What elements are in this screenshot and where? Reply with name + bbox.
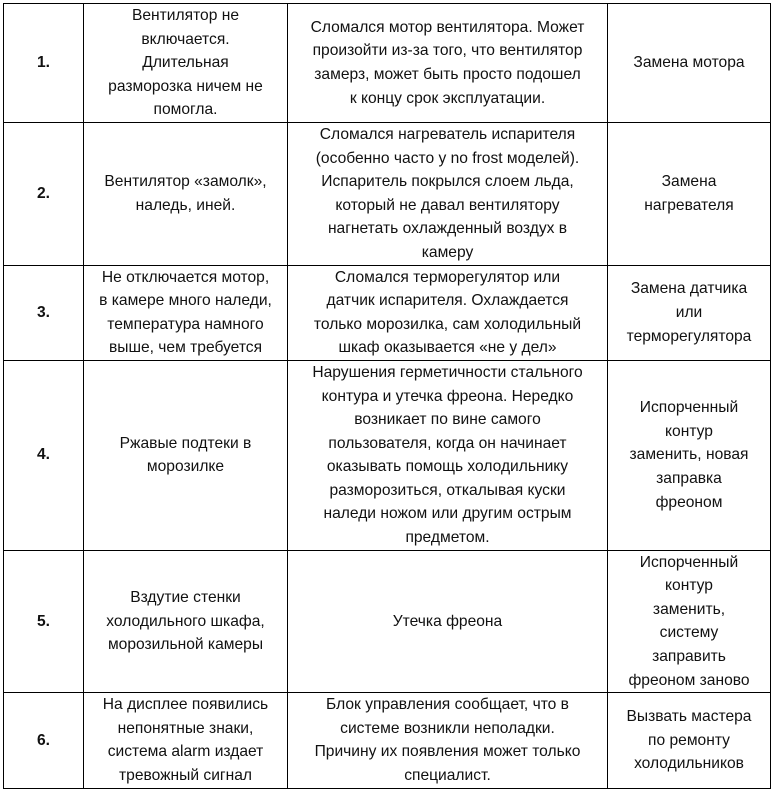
solution-cell: [608, 122, 771, 265]
cause-cell-line: Причину их появления может только: [314, 743, 581, 761]
fault-table-body: [4, 4, 771, 789]
row-number: 4.: [4, 360, 84, 550]
cause-cell-line: только морозилка, сам холодильный: [313, 315, 582, 333]
cause-cell-line: Сломался нагреватель испарителя: [319, 125, 576, 143]
fault-table: [3, 3, 771, 789]
solution-cell-line: терморегулятора: [626, 327, 752, 345]
solution-cell-line: холодильников: [634, 755, 744, 773]
symptom-cell-line: Не отключается мотор,: [101, 268, 270, 286]
symptom-cell-line: Ржавые подтеки в: [119, 434, 252, 452]
cause-cell-line: Сломался мотор вентилятора. Может: [310, 18, 585, 36]
symptom-cell: [84, 4, 288, 123]
symptom-cell: [84, 122, 288, 265]
row-number: 2.: [4, 122, 84, 265]
symptom-cell-line: На дисплее появились: [102, 696, 269, 714]
solution-cell-line: Вызвать мастера: [626, 708, 752, 726]
cause-cell-line: специалист.: [404, 767, 491, 784]
cause-cell: [288, 122, 608, 265]
solution-cell: [608, 360, 771, 550]
symptom-cell-line: наледь, иней.: [135, 196, 236, 214]
row-number: 1.: [4, 4, 84, 123]
cause-cell: [288, 550, 608, 693]
symptom-cell-line: Длительная: [142, 54, 229, 72]
symptom-cell-line: помогла.: [153, 101, 218, 119]
cause-cell-line: предметом.: [405, 529, 490, 547]
cause-cell: [288, 4, 608, 123]
symptom-cell-line: тревожный сигнал: [119, 767, 252, 784]
solution-cell-line: фреоном заново: [628, 671, 750, 689]
cause-cell-line: произойти из-за того, что вентилятор: [312, 42, 583, 60]
solution-cell-line: Замена мотора: [633, 54, 745, 72]
symptom-cell: [84, 693, 288, 788]
solution-cell-line: систему: [659, 624, 719, 642]
cause-cell-line: который не давал вентилятору: [335, 196, 560, 214]
solution-cell-line: заправить: [652, 648, 726, 666]
solution-cell-line: фреоном: [655, 493, 723, 511]
solution-cell: [608, 265, 771, 360]
cause-cell: [288, 693, 608, 788]
symptom-cell: [84, 360, 288, 550]
cause-cell-line: Блок управления сообщает, что в: [326, 696, 569, 714]
symptom-cell-line: Вентилятор «замолк»,: [104, 173, 267, 191]
cause-cell-line: системе возникли неполадки.: [340, 719, 555, 737]
symptom-cell: [84, 550, 288, 693]
cause-cell-line: разморозиться, откалывая куски: [329, 481, 566, 499]
row-number: 6.: [4, 693, 84, 788]
cause-cell-line: к концу срок эксплуатации.: [349, 89, 546, 107]
cause-cell-line: пользователя, когда он начинает: [328, 434, 567, 452]
cause-cell-line: наледи ножом или другим острым: [323, 505, 572, 523]
solution-cell-line: Испорченный: [639, 399, 739, 417]
symptom-cell-line: морозилке: [146, 458, 225, 476]
symptom-cell-line: непонятные знаки,: [117, 719, 254, 737]
cause-cell-line: замерз, может быть просто подошел: [314, 65, 581, 83]
solution-cell-line: Испорченный: [639, 553, 739, 571]
cause-cell-line: камеру: [421, 243, 474, 261]
cause-cell-line: возникает по вине самого: [354, 411, 541, 429]
table-row: [4, 550, 771, 693]
symptom-cell-line: морозильной камеры: [107, 636, 264, 654]
cause-cell-line: Сломался терморегулятор или: [334, 268, 561, 286]
row-number: 3.: [4, 265, 84, 360]
symptom-cell-line: Вздутие стенки: [130, 589, 241, 607]
solution-cell-line: Замена: [661, 173, 717, 191]
table-row: [4, 122, 771, 265]
solution-cell-line: контур: [665, 422, 713, 440]
symptom-cell-line: температура намного: [107, 315, 264, 333]
solution-cell-line: по ремонту: [648, 731, 730, 749]
table-row: [4, 693, 771, 788]
symptom-cell: [84, 265, 288, 360]
row-number: 5.: [4, 550, 84, 693]
cause-cell-line: контура и утечка фреона. Нередко: [321, 387, 574, 405]
solution-cell-line: или: [675, 303, 703, 321]
cause-cell-line: Испаритель покрылся слоем льда,: [321, 173, 574, 191]
cause-cell-line: шкаф оказывается «не у дел»: [338, 339, 557, 357]
solution-cell: [608, 4, 771, 123]
solution-cell-line: заправка: [656, 470, 722, 488]
solution-cell-line: нагревателя: [644, 196, 734, 214]
table-row: [4, 265, 771, 360]
symptom-cell-line: разморозка ничем не: [108, 77, 263, 95]
solution-cell-line: заменить, новая: [629, 446, 749, 464]
table-row: [4, 360, 771, 550]
table-row: [4, 4, 771, 123]
cause-cell: [288, 360, 608, 550]
symptom-cell-line: холодильного шкафа,: [106, 612, 265, 630]
cause-cell-line: нагнетать охлажденный воздух в: [327, 220, 568, 238]
cause-cell-line: Утечка фреона: [392, 612, 503, 630]
symptom-cell-line: в камере много наледи,: [99, 292, 272, 310]
solution-cell-line: заменить,: [652, 600, 726, 618]
solution-cell: [608, 550, 771, 693]
cause-cell-line: (особенно часто у no frost моделей).: [315, 149, 580, 167]
solution-cell: [608, 693, 771, 788]
cause-cell: [288, 265, 608, 360]
symptom-cell-line: Вентилятор не: [131, 7, 239, 24]
cause-cell-line: Нарушения герметичности стального: [312, 363, 583, 381]
symptom-cell-line: выше, чем требуется: [108, 339, 263, 357]
cause-cell-line: датчик испарителя. Охлаждается: [326, 292, 569, 310]
solution-cell-line: контур: [665, 577, 713, 595]
cause-cell-line: оказывать помощь холодильнику: [326, 458, 569, 476]
solution-cell-line: Замена датчика: [630, 280, 748, 298]
symptom-cell-line: включается.: [141, 30, 230, 48]
symptom-cell-line: система alarm издает: [107, 743, 264, 761]
